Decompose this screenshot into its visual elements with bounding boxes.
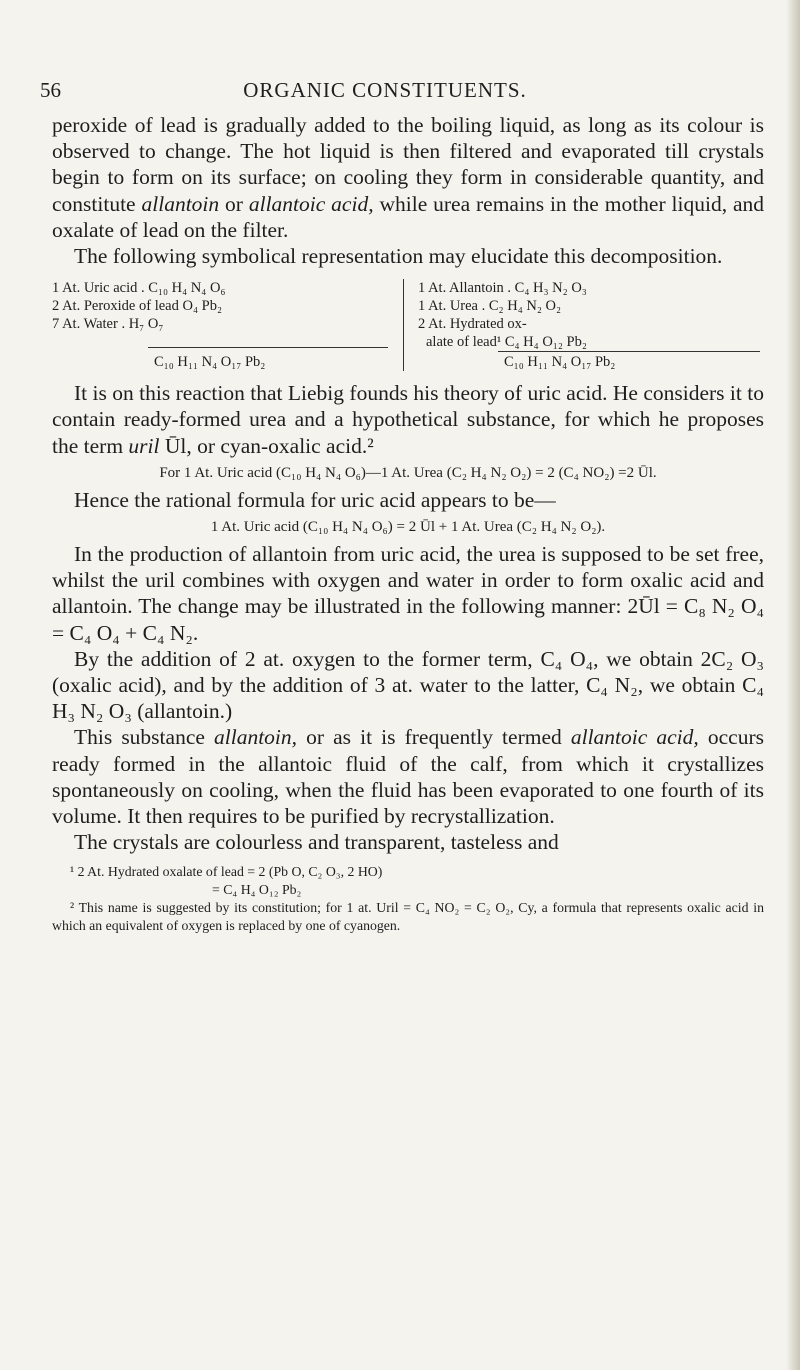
column-divider	[403, 279, 404, 371]
paragraph-7: This substance allantoin, or as it is frequently termed allantoic acid, occurs ready formed in the allantoic fluid of the calf, from which it crystallizes spontaneously on cooling, when the fluid has been evaporated to one fourth of its volume. It then requires to be purified by recrystallization.	[52, 725, 765, 829]
reactants-column	[52, 279, 392, 333]
reaction-table	[52, 279, 764, 374]
paragraph-5: In the production of allantoin from uric acid, the urea is supposed to be set free, whilst the uril combines with oxygen and water in order to form oxalic acid and allantoin. The change may be illustrated in the following manner: 2Ūl = C₈ N₂ O₄ = C₄ O₄ + C₄ N₂.	[52, 542, 764, 645]
products-total: C₁₀ H₁₁ N₄ O₁₇ Pb₂	[504, 354, 616, 371]
product-row: 1 At. Urea . C₂ H₄ N₂ O₂	[418, 298, 562, 315]
paragraph-6: By the addition of 2 at. oxygen to the former term, C₄ O₄, we obtain 2C₂ O₃ (oxalic acid), and by the addition of 3 at. water to the latter, C₄ N₂, we obtain C₄ H₃ N₂ O₃ (allantoin.)	[52, 646, 764, 724]
footnotes	[52, 863, 764, 935]
product-row: alate of lead¹ C₄ H₄ O₁₂ Pb₂	[426, 334, 587, 351]
reactant-row: 1 At. Uric acid . C₁₀ H₄ N₄ O₆	[52, 280, 226, 297]
page-header	[40, 78, 630, 108]
footnote-2: ² This name is suggested by its constitution; for 1 at. Uril = C₄ NO₂ = C₂ O₂, Cy, a formula that represents oxalic acid in which an equivalent of oxygen is replaced by one of cyanogen.	[52, 900, 764, 934]
running-title: ORGANIC CONSTITUENTS.	[243, 78, 527, 102]
equation-1: For 1 At. Uric acid (C₁₀ H₄ N₄ O₆)—1 At. Urea (C₂ H₄ N₂ O₂) = 2 (C₄ NO₂) =2 Ūl.	[159, 464, 657, 481]
product-row: 1 At. Allantoin . C₄ H₃ N₂ O₃	[418, 280, 587, 297]
reactant-row: 7 At. Water . H₇ O₇	[52, 316, 164, 333]
products-column	[418, 279, 764, 351]
page-body	[52, 112, 764, 935]
reactants-sum-rule	[148, 347, 388, 348]
footnote-1-continuation: = C₄ H₄ O₁₂ Pb₂	[212, 882, 302, 898]
paragraph-2: The following symbolical representation may elucidate this decomposition.	[74, 244, 723, 269]
paragraph-4: Hence the rational formula for uric acid appears to be—	[74, 487, 556, 512]
paragraph-3: It is on this reaction that Liebig founds his theory of uric acid. He considers it to contain ready-formed urea and a hypothetical substance, for which he proposes the term uril Ūl, or cyan-oxalic acid.²	[52, 381, 764, 458]
footnote-1: ¹ 2 At. Hydrated oxalate of lead = 2 (Pb O, C₂ O₃, 2 HO)	[70, 864, 383, 880]
paragraph-1: peroxide of lead is gradually added to the boiling liquid, as long as its colour is observed to change. The hot liquid is then filtered and evaporated till crystals begin to form on its surface; on cooling they form in considerable quantity, and constitute allantoin or allantoic acid, while urea remains in the mother liquid, and oxalate of lead on the filter.	[52, 113, 764, 242]
page-edge-shadow	[786, 0, 800, 1370]
equation-2: 1 At. Uric acid (C₁₀ H₄ N₄ O₆) = 2 Ūl + 1 At. Urea (C₂ H₄ N₂ O₂).	[210, 519, 606, 536]
reactants-total: C₁₀ H₁₁ N₄ O₁₇ Pb₂	[154, 354, 266, 371]
reactant-row: 2 At. Peroxide of lead O₄ Pb₂	[52, 298, 222, 315]
page-number: 56	[40, 78, 61, 102]
paragraph-8: The crystals are colourless and transparent, tasteless and	[74, 830, 559, 855]
products-sum-rule	[498, 351, 760, 352]
product-row: 2 At. Hydrated ox-	[418, 316, 527, 333]
